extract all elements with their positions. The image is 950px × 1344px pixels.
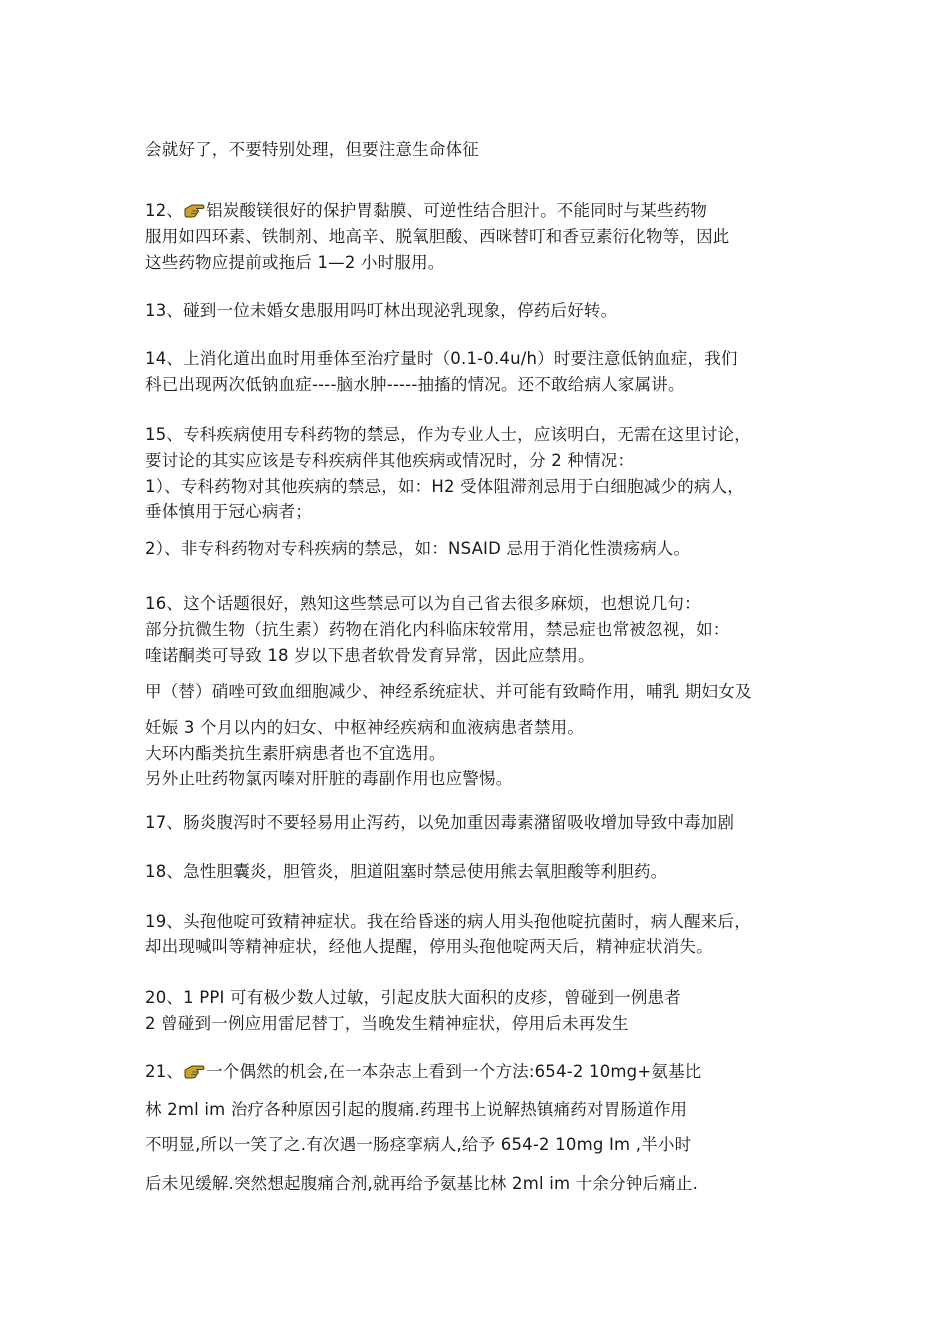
text-line: 妊娠 3 个月以内的妇女、中枢神经疾病和血液病患者禁用。: [145, 718, 585, 737]
text-line: 林 2ml im 治疗各种原因引起的腹痛.药理书上说解热镇痛药对胃肠道作用: [145, 1100, 688, 1119]
item-text: 一个偶然的机会,在一本杂志上看到一个方法:654-2 10mg+氨基比: [206, 1062, 702, 1081]
text-line: 要讨论的其实应该是专科疾病伴其他疾病或情况时，分 2 种情况：: [145, 451, 635, 470]
item-number: 12、: [145, 201, 184, 220]
text-line: 服用如四环素、铁制剂、地高辛、脱氧胆酸、西咪替叮和香豆素衍化物等，因此: [145, 227, 730, 246]
pointing-hand-icon: [183, 201, 205, 219]
text-line: 2 曾碰到一例应用雷尼替丁，当晚发生精神症状，停用后未再发生: [145, 1014, 629, 1033]
text-line: 喹诺酮类可导致 18 岁以下患者软骨发育异常，因此应禁用。: [145, 646, 595, 665]
text-line: 大环内酯类抗生素肝病患者也不宜选用。: [145, 744, 446, 763]
item-number: 21、: [145, 1062, 184, 1081]
text-line: 15、专科疾病使用专科药物的禁忌，作为专业人士，应该明白，无需在这里讨论，: [145, 425, 751, 444]
item-21-line: [145, 1060, 701, 1084]
text-line: 2）、非专科药物对专科疾病的禁忌，如：NSAID 忌用于消化性溃疡病人。: [145, 539, 691, 558]
text-line: 部分抗微生物（抗生素）药物在消化内科临床较常用，禁忌症也常被忽视，如：: [145, 620, 730, 639]
text-line: 不明显,所以一笑了之.有次遇一肠痉挛病人,给予 654-2 10mg Im ,半小时: [145, 1135, 692, 1154]
text-line: 1）、专科药物对其他疾病的禁忌，如：H2 受体阻滞剂忌用于白细胞减少的病人，: [145, 477, 744, 496]
item-text: 铝炭酸镁很好的保护胃黏膜、可逆性结合胆汁。不能同时与某些药物: [206, 201, 708, 220]
text-line: 后未见缓解.突然想起腹痛合剂,就再给予氨基比林 2ml im 十余分钟后痛止.: [145, 1174, 699, 1193]
text-line: 18、急性胆囊炎，胆管炎，胆道阻塞时禁忌使用熊去氧胆酸等利胆药。: [145, 862, 668, 881]
text-line: 20、1 PPI 可有极少数人过敏，引起皮肤大面积的皮疹，曾碰到一例患者: [145, 988, 681, 1007]
text-line: 17、肠炎腹泻时不要轻易用止泻药，以免加重因毒素潴留吸收增加导致中毒加剧: [145, 813, 735, 832]
text-line: 却出现喊叫等精神症状，经他人提醒，停用头孢他啶两天后，精神症状消失。: [145, 937, 713, 956]
text-line: 13、碰到一位未婚女患服用吗叮林出现泌乳现象，停药后好转。: [145, 301, 618, 320]
text-line: 16、这个话题很好，熟知这些禁忌可以为自己省去很多麻烦，也想说几句：: [145, 594, 701, 613]
pointing-hand-icon: [183, 1062, 205, 1080]
text-line: 垂体慎用于冠心病者；: [145, 502, 312, 521]
text-line: 科已出现两次低钠血症----脑水肿-----抽搐的情况。还不敢给病人家属讲。: [145, 375, 685, 394]
text-line: 会就好了，不要特别处理，但要注意生命体征: [145, 140, 479, 159]
text-line: 这些药物应提前或拖后 1—2 小时服用。: [145, 253, 445, 272]
text-line: 14、上消化道出血时用垂体至治疗量时（0.1-0.4u/h）时要注意低钠血症，我们: [145, 349, 738, 368]
item-12-line: [145, 199, 707, 223]
text-line: 甲（替）硝唑可致血细胞减少、神经系统症状、并可能有致畸作用，哺乳 期妇女及: [145, 682, 752, 701]
text-line: 19、头孢他啶可致精神症状。我在给昏迷的病人用头孢他啶抗菌时，病人醒来后，: [145, 912, 751, 931]
text-line: 另外止吐药物氯丙嗪对肝脏的毒副作用也应警惕。: [145, 769, 513, 788]
